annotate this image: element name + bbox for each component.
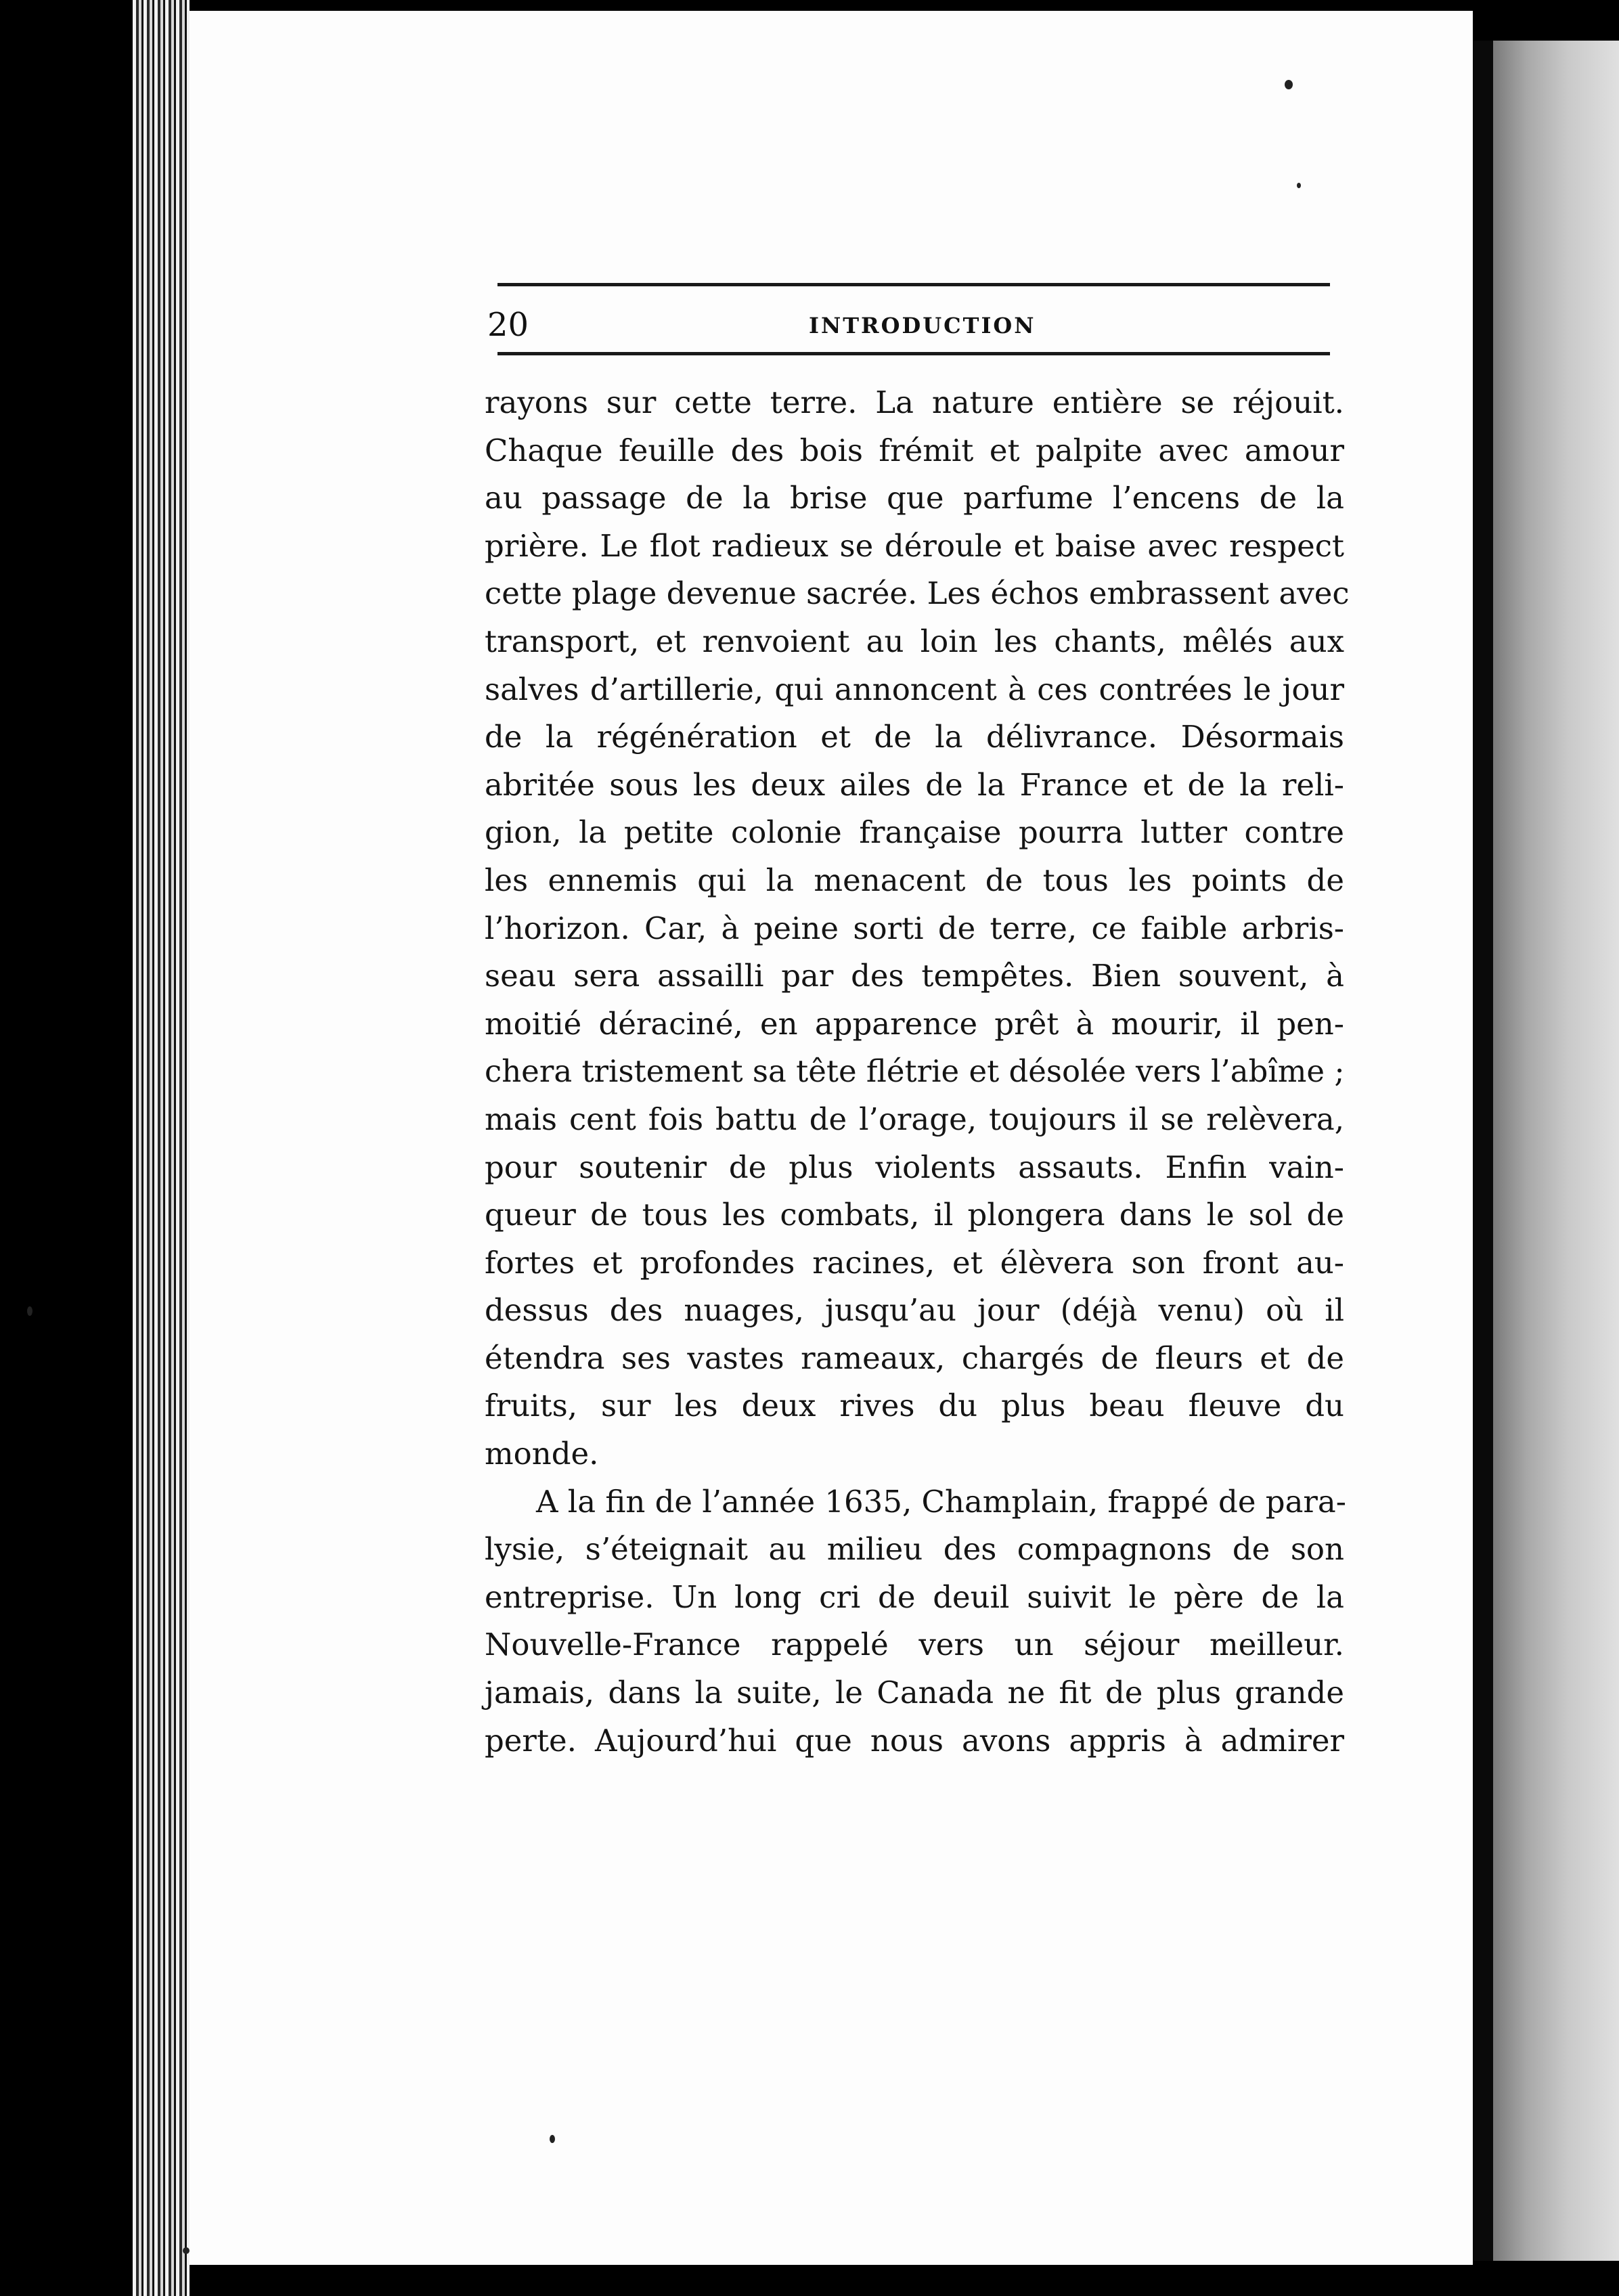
- text-line: cette plage devenue sacrée. Les échos embrassent avec: [485, 575, 1350, 612]
- text-line: prière. Le flot radieux se déroule et baise avec respect: [485, 527, 1344, 564]
- text-line: Chaque feuille des bois frémit et palpite avec amour: [485, 432, 1344, 468]
- paragraph: [485, 379, 1350, 1478]
- page-number: 20: [487, 306, 529, 344]
- header-rule-bottom: [497, 352, 1330, 355]
- text-line: de la régénération et de la délivrance. Désormais: [485, 719, 1344, 755]
- text-line: étendra ses vastes rameaux, chargés de fleurs et de: [485, 1340, 1344, 1376]
- text-line: entreprise. Un long cri de deuil suivit le père de la: [485, 1578, 1344, 1615]
- text-line: perte. Aujourd’hui que nous avons appris à admirer: [485, 1722, 1344, 1759]
- text-line: lysie, s’éteignait au milieu des compagnons de son: [485, 1531, 1344, 1568]
- left-page-edges: [133, 0, 190, 2296]
- dust-speck: [27, 1306, 32, 1316]
- text-line: rayons sur cette terre. La nature entière se réjouit.: [485, 384, 1344, 420]
- text-line: fortes et profondes racines, et élèvera son front au-: [485, 1244, 1344, 1281]
- text-line: au passage de la brise que parfume l’encens de la: [485, 480, 1344, 516]
- header-rule-top: [497, 283, 1330, 286]
- body-text: [485, 379, 1350, 1765]
- text-line: l’horizon. Car, à peine sorti de terre, ce faible arbris-: [485, 910, 1344, 946]
- text-line: pour soutenir de plus violents assauts. Enfin vain-: [485, 1149, 1344, 1185]
- text-line: seau sera assailli par des tempêtes. Bien souvent, à: [485, 958, 1344, 994]
- text-line: transport, et renvoient au loin les chants, mêlés aux: [485, 623, 1344, 659]
- text-line: fruits, sur les deux rives du plus beau fleuve du: [485, 1388, 1344, 1424]
- text-line: chera tristement sa tête flétrie et désolée vers l’abîme ;: [485, 1053, 1345, 1090]
- text-line: abritée sous les deux ailes de la France et de la reli-: [485, 766, 1344, 803]
- dust-speck: [183, 2247, 190, 2254]
- text-line: jamais, dans la suite, le Canada ne fit de plus grande: [485, 1675, 1344, 1711]
- running-title: INTRODUCTION: [809, 313, 1036, 338]
- dust-speck: [1285, 80, 1293, 89]
- text-line: salves d’artillerie, qui annoncent à ces contrées le jour: [485, 671, 1344, 707]
- text-line: dessus des nuages, jusqu’au jour (déjà venu) où il: [485, 1292, 1344, 1329]
- paragraph: [485, 1478, 1344, 1765]
- right-edge-shadow: [1473, 0, 1619, 41]
- text-line: gion, la petite colonie française pourra lutter contre: [485, 814, 1344, 851]
- text-line: A la fin de l’année 1635, Champlain, frappé de para-: [536, 1483, 1346, 1520]
- dust-speck: [550, 2135, 555, 2143]
- text-line: mais cent fois battu de l’orage, toujours il se relèvera,: [485, 1101, 1344, 1137]
- text-line: Nouvelle-France rappelé vers un séjour meilleur.: [485, 1627, 1344, 1663]
- text-line: moitié déraciné, en apparence prêt à mourir, il pen-: [485, 1005, 1344, 1042]
- dust-speck: [1297, 183, 1301, 188]
- text-line: monde.: [485, 1436, 599, 1472]
- page-header: [487, 303, 1333, 351]
- right-page-edges: [1473, 27, 1619, 2261]
- text-line: les ennemis qui la menacent de tous les points de: [485, 862, 1344, 898]
- text-line: queur de tous les combats, il plongera dans le sol de: [485, 1197, 1344, 1233]
